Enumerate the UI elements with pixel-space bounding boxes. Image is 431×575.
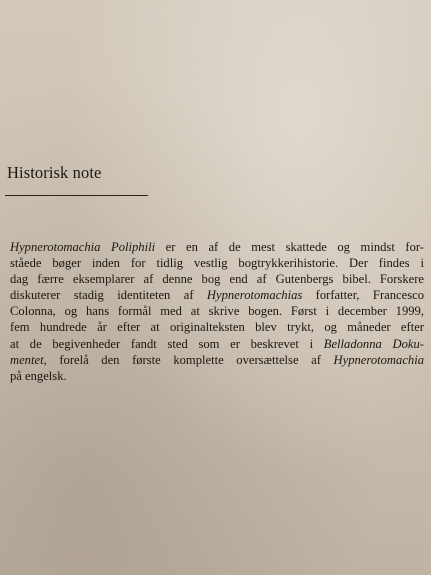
heading-underline — [5, 195, 148, 196]
paragraph-line — [10, 287, 424, 303]
italic-title-text: mentet — [10, 352, 44, 367]
body-text-run: er en af de mest skattede og mindst for- — [155, 240, 424, 254]
paragraph-line — [10, 271, 424, 287]
body-text-run: forfatter, Francesco — [302, 288, 424, 303]
body-text-run: Colonna, og hans formål med at skrive bogen. Først i december 1999, — [10, 304, 424, 319]
italic-title-text: Hypnerotomachia — [333, 352, 424, 367]
italic-title-text: Hypnerotomachias — [206, 288, 303, 303]
body-text-run: , forelå den første komplette oversættelse af — [43, 352, 334, 367]
paragraph-line — [10, 352, 424, 368]
italic-title-text: Belladonna Doku- — [323, 336, 424, 351]
paragraph-line — [10, 303, 424, 319]
paragraph-line — [10, 319, 424, 335]
paragraph-line — [10, 239, 424, 255]
paragraph-line — [10, 336, 424, 352]
paragraph-line — [10, 255, 424, 271]
body-text-run: på engelsk. — [10, 368, 67, 383]
body-text-run: ståede bøger inden for tidlig vestlig bogtrykkerihistorie. Der findes i — [10, 256, 424, 271]
section-heading: Historisk note — [7, 163, 102, 182]
paragraph-line — [10, 368, 424, 384]
italic-title-text: Hypnerotomachia Poliphili — [10, 240, 156, 254]
body-text-run: diskuterer stadig identiteten af — [10, 288, 207, 303]
body-text-run: at de begivenheder fandt sted som er beskrevet i — [10, 336, 324, 351]
historical-note-paragraph — [10, 239, 424, 384]
body-text-run: dag færre eksemplarer af denne bog end af Gutenbergs bibel. Forskere — [10, 272, 424, 287]
body-text-run: fem hundrede år efter at originalteksten blev trykt, og måneder efter — [10, 320, 424, 335]
